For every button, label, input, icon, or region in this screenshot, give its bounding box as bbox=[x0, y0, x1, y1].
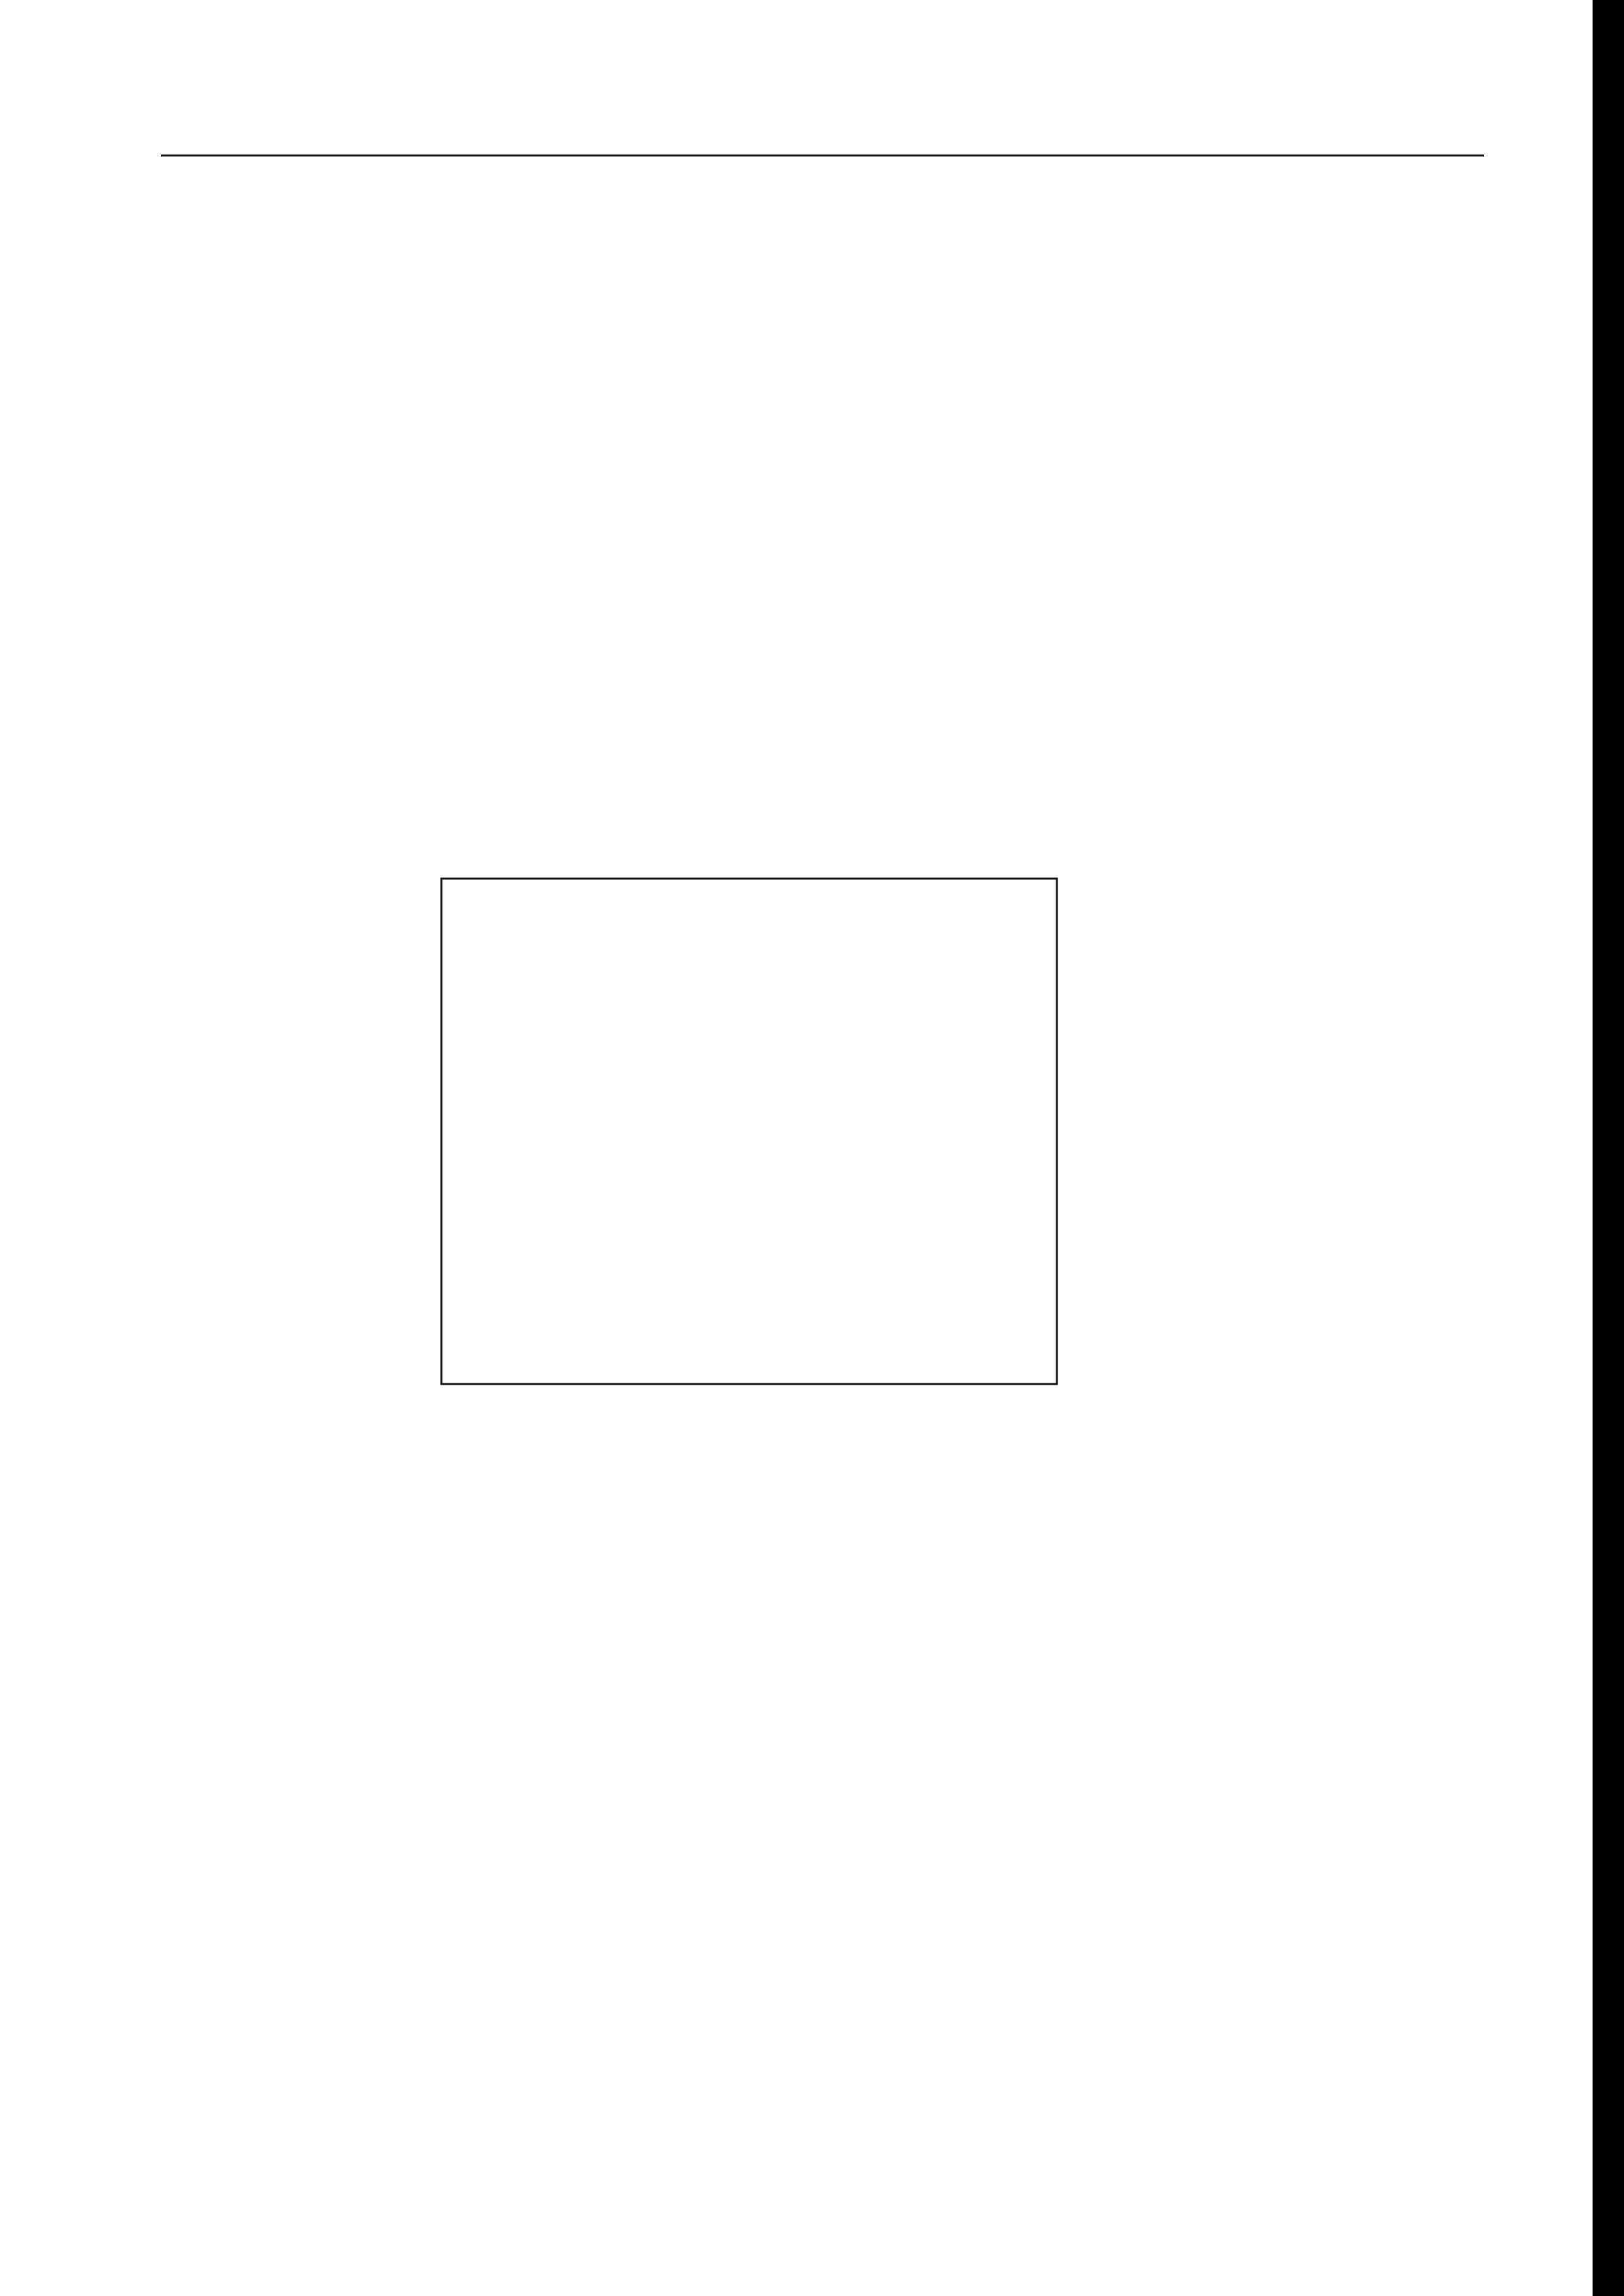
chart-svg bbox=[341, 851, 1100, 1480]
running-head bbox=[161, 113, 1484, 156]
scan-border-right bbox=[1593, 0, 1624, 2296]
plot-frame bbox=[441, 879, 1057, 1384]
figure-positron-fraction bbox=[341, 851, 1100, 1480]
